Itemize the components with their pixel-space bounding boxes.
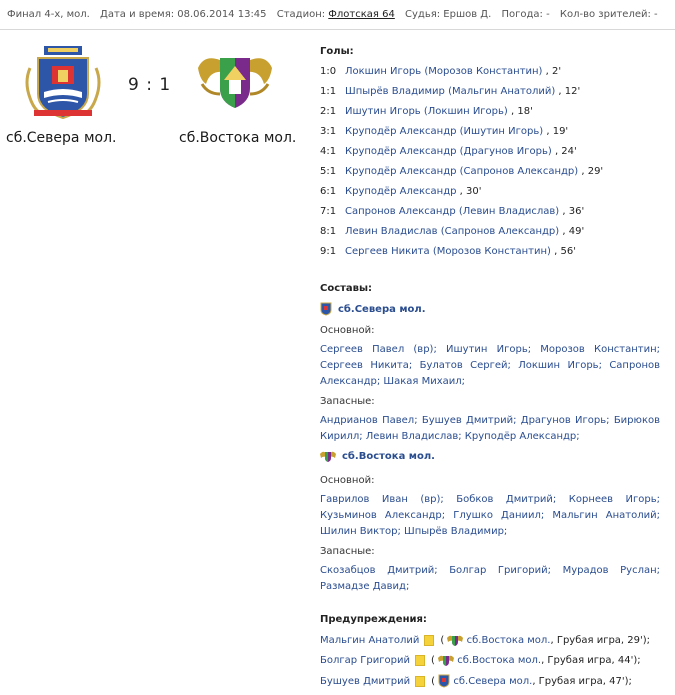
weather-label: Погода: <box>501 9 543 20</box>
goal-scorer-link[interactable]: Круподёр Александр <box>345 186 457 197</box>
match-score: 9 : 1 <box>128 75 172 95</box>
goal-minute: , 56' <box>554 246 576 257</box>
warnings-title: Предупреждения: <box>320 614 427 625</box>
goal-score: 6:1 <box>320 186 337 197</box>
away-team-mini-crest-icon <box>438 654 454 666</box>
goal-scorer-link[interactable]: Левин Владислав <box>345 226 438 237</box>
goal-assist-link[interactable]: (Сапронов Александр) <box>459 166 579 177</box>
goal-assist-link[interactable]: (Локшин Игорь) <box>423 106 508 117</box>
goal-minute: , 30' <box>459 186 482 197</box>
home-main-players[interactable]: Сергеев Павел (вр); Ишутин Игорь; Морозов Константин; Сергеев Никита; Булатов Сергей; Локшин Игорь; Сапронов Александр; Шакая Михаил; <box>320 344 660 387</box>
goal-minute: , 36' <box>562 206 585 217</box>
away-team-crest-icon[interactable] <box>194 50 276 112</box>
goal-score: 1:0 <box>320 66 337 77</box>
warning-team-link[interactable]: сб.Севера мол. <box>453 676 533 687</box>
lineups-title: Составы: <box>320 283 373 294</box>
goal-row <box>320 206 584 217</box>
warning-open-paren: ( <box>440 635 445 646</box>
goal-minute: , 49' <box>562 226 585 237</box>
goal-minute: , 12' <box>558 86 581 97</box>
spectators-label: Кол-во зрителей: <box>559 9 651 20</box>
goal-score: 8:1 <box>320 226 337 237</box>
away-team-mini-crest-icon <box>447 634 463 646</box>
goal-scorer-link[interactable]: Круподёр Александр <box>345 126 457 137</box>
stadium-label: Стадион: <box>276 9 326 20</box>
yellow-card-icon <box>424 635 434 646</box>
warning-team-link[interactable]: сб.Востока мол. <box>466 635 551 646</box>
warning-reason: , Грубая игра, 47'); <box>532 676 632 687</box>
warned-player-link[interactable]: Болгар Григорий <box>320 655 410 666</box>
goal-row <box>320 106 533 117</box>
goals-title: Голы: <box>320 46 354 57</box>
warning-reason: , Грубая игра, 29'); <box>550 635 651 646</box>
goal-scorer-link[interactable]: Сергеев Никита <box>345 246 430 257</box>
match-info-bar <box>0 0 675 30</box>
away-team-name[interactable]: сб.Востока мол. <box>179 130 297 146</box>
stage-text: Финал 4-х, мол. <box>7 9 90 20</box>
goal-row <box>320 246 576 257</box>
goal-score: 2:1 <box>320 106 337 117</box>
goal-assist-link[interactable]: (Драгунов Игорь) <box>459 146 552 157</box>
goal-scorer-link[interactable]: Круподёр Александр <box>345 166 457 177</box>
goal-score: 5:1 <box>320 166 337 177</box>
home-lineup-team-link[interactable]: сб.Севера мол. <box>338 304 426 315</box>
goal-row <box>320 86 580 97</box>
away-lineup-team-link[interactable]: сб.Востока мол. <box>342 451 435 462</box>
away-lineup-header[interactable] <box>320 450 435 462</box>
goal-minute: , 29' <box>581 166 604 177</box>
warning-row <box>320 634 650 646</box>
warned-player-link[interactable]: Мальгин Анатолий <box>320 635 420 646</box>
home-subs-players[interactable]: Андрианов Павел; Бушуев Дмитрий; Драгунов Игорь; Бирюков Кирилл; Левин Владислав; Круподёр Александр; <box>320 415 660 442</box>
home-lineup-header[interactable] <box>320 302 426 316</box>
goal-row <box>320 66 561 77</box>
referee-value: Ершов Д. <box>443 9 492 20</box>
home-subs-label: Запасные: <box>320 396 375 407</box>
warned-player-link[interactable]: Бушуев Дмитрий <box>320 676 411 687</box>
warning-open-paren: ( <box>430 655 435 666</box>
yellow-card-icon <box>415 676 425 687</box>
goal-score: 4:1 <box>320 146 337 157</box>
goal-score: 1:1 <box>320 86 337 97</box>
home-team-mini-crest-icon <box>438 674 450 688</box>
warning-open-paren: ( <box>431 676 436 687</box>
goal-score: 9:1 <box>320 246 337 257</box>
datetime-label: Дата и время: <box>100 9 175 20</box>
referee-label: Судья: <box>405 9 441 20</box>
goal-scorer-link[interactable]: Ишутин Игорь <box>345 106 421 117</box>
warning-reason: , Грубая игра, 44'); <box>541 655 641 666</box>
goal-row <box>320 146 577 157</box>
home-team-name[interactable]: сб.Севера мол. <box>6 130 117 146</box>
goal-assist-link[interactable]: (Ишутин Игорь) <box>459 126 544 137</box>
goal-scorer-link[interactable]: Шпырёв Владимир <box>345 86 445 97</box>
goal-minute: , 2' <box>545 66 562 77</box>
home-team-mini-crest-icon <box>320 302 332 316</box>
away-main-label: Основной: <box>320 475 375 486</box>
goal-assist-link[interactable]: (Левин Владислав) <box>458 206 560 217</box>
warning-row <box>320 674 632 688</box>
away-main-players[interactable]: Гаврилов Иван (вр); Бобков Дмитрий; Корнеев Игорь; Кузьминов Александр; Глушко Даниил; Мальгин Анатолий; Шилин Виктор; Шпырёв Владимир; <box>320 494 660 537</box>
goal-score: 3:1 <box>320 126 337 137</box>
goal-scorer-link[interactable]: Круподёр Александр <box>345 146 457 157</box>
goal-scorer-link[interactable]: Сапронов Александр <box>345 206 456 217</box>
weather-value: - <box>546 9 550 20</box>
goal-row <box>320 126 568 137</box>
goal-assist-link[interactable]: (Морозов Константин) <box>432 246 551 257</box>
goal-scorer-link[interactable]: Локшин Игорь <box>345 66 422 77</box>
warning-row <box>320 654 641 666</box>
stadium-link[interactable]: Флотская 64 <box>328 9 395 20</box>
goal-row <box>320 166 603 177</box>
away-team-mini-crest-icon <box>320 450 336 462</box>
warning-team-link[interactable]: сб.Востока мол. <box>457 655 542 666</box>
home-main-label: Основной: <box>320 325 375 336</box>
goal-score: 7:1 <box>320 206 337 217</box>
yellow-card-icon <box>415 655 425 666</box>
goal-row <box>320 186 482 197</box>
away-subs-label: Запасные: <box>320 546 375 557</box>
away-subs-players[interactable]: Скозабцов Дмитрий; Болгар Григорий; Мурадов Руслан; Размадзе Давид; <box>320 565 660 592</box>
spectators-value: - <box>654 9 658 20</box>
goal-assist-link[interactable]: (Мальгин Анатолий) <box>448 86 556 97</box>
goal-minute: , 24' <box>554 146 577 157</box>
goal-minute: , 19' <box>546 126 569 137</box>
goal-assist-link[interactable]: (Морозов Константин) <box>424 66 543 77</box>
goal-assist-link[interactable]: (Сапронов Александр) <box>440 226 560 237</box>
goal-row <box>320 226 584 237</box>
datetime-value: 08.06.2014 13:45 <box>177 9 267 20</box>
goal-minute: , 18' <box>511 106 533 117</box>
home-team-crest-icon[interactable] <box>22 42 104 122</box>
